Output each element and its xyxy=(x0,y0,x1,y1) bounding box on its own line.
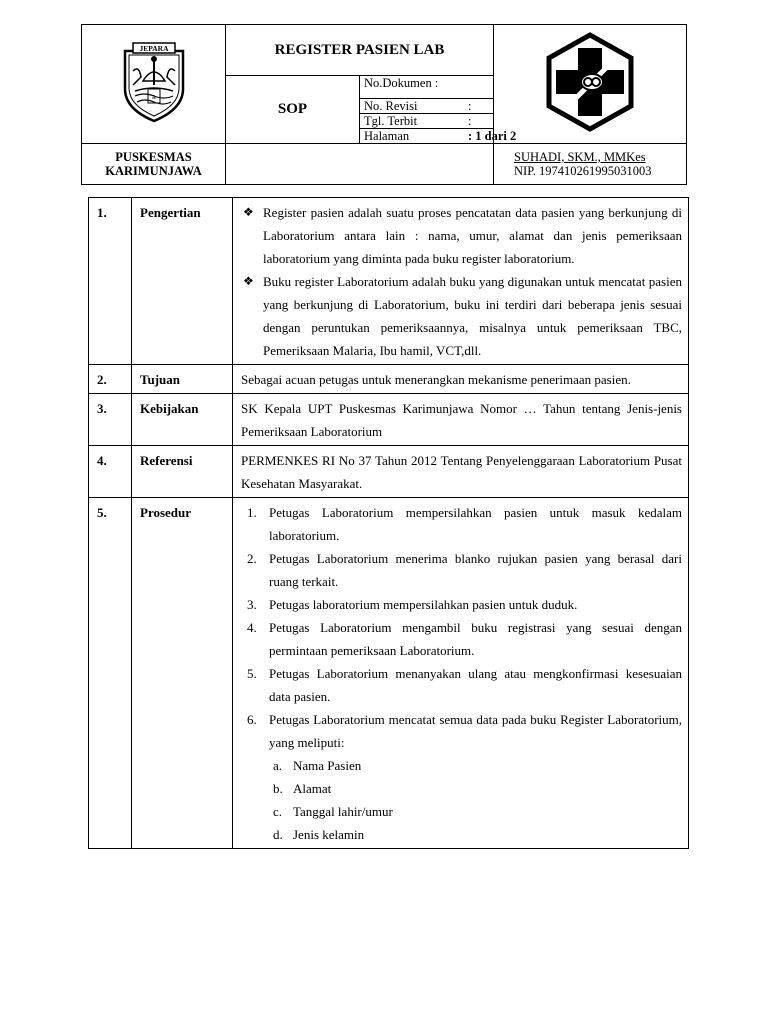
org-line-1: PUSKESMAS xyxy=(115,150,192,164)
procedure-step xyxy=(241,616,682,662)
sub-letter: a. xyxy=(273,758,283,773)
field-no-dokumen xyxy=(360,76,494,99)
section-row xyxy=(89,365,689,394)
field-label: No.Dokumen xyxy=(364,76,432,90)
sub-letter: b. xyxy=(273,781,283,796)
sub-text: Tanggal lahir/umur xyxy=(293,804,393,819)
document-title: REGISTER PASIEN LAB xyxy=(226,25,494,76)
blank-cell xyxy=(226,144,494,185)
section-row xyxy=(89,198,689,365)
step-text: Petugas Laboratorium menanyakan ulang atau mengkonfirmasi kesesuaian data pasien. xyxy=(269,666,682,704)
procedure-step xyxy=(241,662,682,708)
register-field-item xyxy=(241,800,682,823)
register-field-item xyxy=(241,823,682,846)
procedure-step xyxy=(241,501,682,547)
sop-content-table xyxy=(88,197,689,849)
field-value: : xyxy=(434,76,439,90)
signature-block xyxy=(494,144,687,185)
regency-logo-cell xyxy=(82,25,226,144)
procedure-step xyxy=(241,708,682,754)
sub-letter: c. xyxy=(273,804,283,819)
field-label: Tgl. Terbit xyxy=(364,114,418,128)
field-tgl-terbit xyxy=(360,114,494,129)
diamond-bullet-icon: ❖ xyxy=(243,205,254,219)
field-value: : 1 dari 2 xyxy=(468,129,517,143)
step-text: Petugas Laboratorium mengambil buku registrasi yang sesuai dengan permintaan pemeriksaan Laboratorium. xyxy=(269,620,682,658)
section-row xyxy=(89,498,689,849)
section-row xyxy=(89,446,689,498)
diamond-bullet-icon: ❖ xyxy=(243,274,254,288)
section-body: PERMENKES RI No 37 Tahun 2012 Tentang Penyelenggaraan Laboratorium Pusat Kesehatan Masyarakat. xyxy=(233,446,689,498)
section-heading: Referensi xyxy=(132,446,233,498)
section-number: 4. xyxy=(89,446,132,498)
procedure-step xyxy=(241,593,682,616)
field-label: No. Revisi xyxy=(364,99,418,113)
section-row xyxy=(89,394,689,446)
signer-nip: NIP. 197410261995031003 xyxy=(514,164,652,178)
step-text: Petugas Laboratorium menerima blanko rujukan pasien yang berasal dari ruang terkait. xyxy=(269,551,682,589)
sub-text: Nama Pasien xyxy=(293,758,362,773)
section-heading: Prosedur xyxy=(132,498,233,849)
step-number: 1. xyxy=(247,505,257,520)
section-body: SK Kepala UPT Puskesmas Karimunjawa Nomor … Tahun tentang Jenis-jenis Pemeriksaan Laboratorium xyxy=(233,394,689,446)
sub-letter: d. xyxy=(273,827,283,842)
jepara-regency-crest-icon xyxy=(119,41,189,123)
step-number: 2. xyxy=(247,551,257,566)
step-text: Petugas Laboratorium mempersilahkan pasien untuk masuk kedalam laboratorium. xyxy=(269,505,682,543)
field-no-revisi xyxy=(360,99,494,114)
svg-text:JEPARA: JEPARA xyxy=(138,43,169,53)
section-body xyxy=(233,198,689,365)
section-number: 2. xyxy=(89,365,132,394)
svg-text:ꦗꦼ: ꦗꦼ xyxy=(151,94,156,100)
register-fields-list xyxy=(241,754,682,846)
organization-name xyxy=(82,144,226,185)
procedure-step xyxy=(241,547,682,593)
section-body xyxy=(233,498,689,849)
step-text: Petugas laboratorium mempersilahkan pasien untuk duduk. xyxy=(269,597,578,612)
bullet-item xyxy=(241,270,682,362)
org-line-2: KARIMUNJAWA xyxy=(105,164,202,178)
sub-text: Jenis kelamin xyxy=(293,827,365,842)
bullet-text: Buku register Laboratorium adalah buku yang digunakan untuk mencatat pasien yang berkunjung di Laboratorium, buku ini terdiri dari beberapa jenis sesuai dengan peruntukan pemeriksaannya, misalnya untuk pemeriksaan TBC, Pemeriksaan Malaria, Ibu hamil, VCT,dll. xyxy=(263,274,682,358)
step-number: 4. xyxy=(247,620,257,635)
step-text: Petugas Laboratorium mencatat semua data pada buku Register Laboratorium, yang meliputi: xyxy=(269,712,682,750)
field-value: : xyxy=(468,99,472,113)
field-halaman xyxy=(360,129,517,144)
signer-name: SUHADI, SKM., MMKes xyxy=(514,150,646,164)
step-number: 3. xyxy=(247,597,257,612)
puskesmas-emblem-icon xyxy=(542,32,638,132)
section-number: 1. xyxy=(89,198,132,365)
register-field-item xyxy=(241,754,682,777)
document-header xyxy=(81,24,687,185)
section-heading: Pengertian xyxy=(132,198,233,365)
sub-text: Alamat xyxy=(293,781,332,796)
step-number: 5. xyxy=(247,666,257,681)
section-heading: Tujuan xyxy=(132,365,233,394)
field-label: Halaman xyxy=(364,129,410,143)
step-number: 6. xyxy=(247,712,257,727)
sop-label: SOP xyxy=(226,76,360,144)
section-heading: Kebijakan xyxy=(132,394,233,446)
field-value: : xyxy=(468,114,472,128)
bullet-text: Register pasien adalah suatu proses pencatatan data pasien yang berkunjung di Laboratorium antara lain : nama, umur, alamat dan jenis pemeriksaan laboratorium yang diminta pada buku register laboratorium. xyxy=(263,205,682,266)
bullet-item xyxy=(241,201,682,270)
procedure-list xyxy=(241,501,682,754)
section-number: 3. xyxy=(89,394,132,446)
section-body: Sebagai acuan petugas untuk menerangkan mekanisme penerimaan pasien. xyxy=(233,365,689,394)
register-field-item xyxy=(241,777,682,800)
section-number: 5. xyxy=(89,498,132,849)
health-emblem-cell xyxy=(494,25,687,144)
